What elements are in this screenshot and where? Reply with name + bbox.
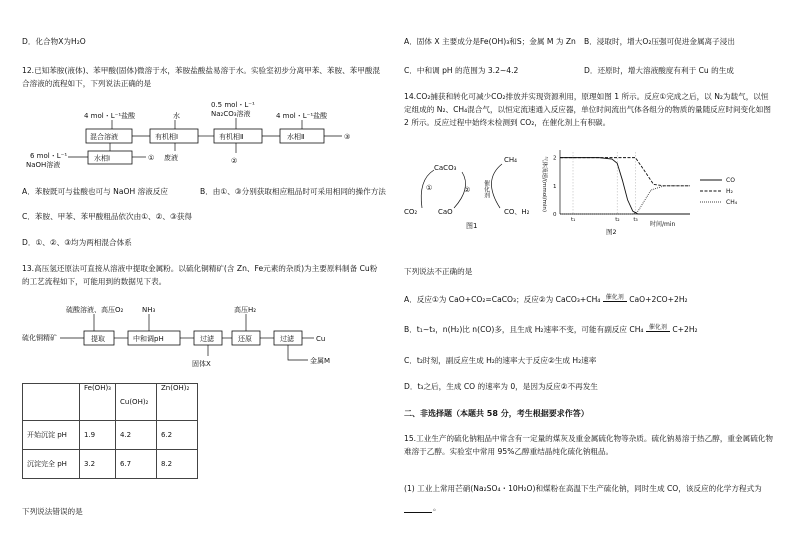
q12-reagent-1: 4 mol・L⁻¹盐酸 (84, 112, 136, 120)
q14-figure-1 (404, 150, 544, 230)
q13-top-1: 硫酸溶液、高压O₂ (66, 306, 124, 314)
q12-naoh-a: 6 mol・L⁻¹ (30, 152, 68, 160)
q14-option-d: D．t₃之后，生成 CO 的速率为 0，是因为反应②不再发生 (404, 382, 598, 391)
chart-legend-label: CO (726, 177, 735, 184)
svg-text:水相Ⅰ: 水相Ⅰ (94, 154, 111, 163)
table-cell: 沉淀完全 pH (23, 450, 80, 479)
chart-xlabel: 时间/min (650, 221, 676, 228)
q14-a-text: A．反应①为 CaO+CO₂=CaCO₃；反应②为 CaCO₃+CH₄ (404, 295, 601, 304)
q14-option-a (404, 294, 688, 305)
q13-option-a: A．固体 X 主要成分是Fe(OH)₃和S；金属 M 为 Zn (404, 37, 576, 46)
chart-x-tick: t₂ (615, 217, 620, 223)
fig1-caption: 图1 (466, 222, 478, 230)
q13-option-d: D．还原时，增大溶液酸度有利于 Cu 的生成 (584, 66, 734, 75)
q14-prompt: 下列说法不正确的是 (404, 267, 473, 276)
table-header-row (23, 384, 198, 421)
q14-b-catalyst-arrow: 催化剂 (646, 325, 670, 332)
table-cell: 8.2 (157, 450, 198, 479)
svg-text:中和调pH: 中和调pH (133, 335, 164, 343)
table-cell: 1.9 (80, 421, 116, 450)
q14-b-products: C+2H₂ (672, 325, 698, 334)
q14-a-products: CaO+2CO+2H₂ (629, 295, 688, 304)
q13-prompt: 下列说法错误的是 (22, 507, 83, 516)
table-cell: Fe(OH)₃ (80, 384, 116, 421)
q13-stem: 13.高压氢还原法可直接从溶液中提取金属粉。以硫化铜精矿(含 Zn、Fe元素的杂质)为主要原料制备 Cu粉的工艺流程如下，可能用到的数据见下表。 (22, 264, 378, 286)
chart-legend-label: H₂ (726, 188, 733, 195)
q14-a-catalyst-arrow: 催化剂 (603, 295, 627, 302)
q12-reagent-3a: 0.5 mol・L⁻¹ (211, 101, 255, 109)
table-cell: 4.2 (116, 421, 157, 450)
q12-reagent-2: 水 (173, 112, 180, 120)
chart-y-tick: 0 (553, 212, 557, 218)
fig1-products: CO、H₂ (504, 208, 530, 216)
q15-stem: 15.工业生产的硫化钠粗品中常含有一定量的煤灰及重金属硫化物等杂质。硫化钠易溶于热乙醇，重金属硫化物难溶于乙醇。实验室中常用 95%乙醇重结晶纯化硫化钠粗品。 (404, 434, 773, 456)
table-cell: Zn(OH)₂ (157, 384, 198, 421)
svg-text:水相Ⅱ: 水相Ⅱ (287, 133, 305, 141)
q12-option-d: D．①、②、③均为两相混合体系 (22, 238, 132, 247)
q13-end-cu: Cu (316, 335, 326, 343)
q13-metal-m: 金属M (310, 357, 331, 365)
svg-text:提取: 提取 (91, 335, 105, 343)
fig1-ch4: CH₄ (504, 156, 517, 164)
chart-series-line (560, 158, 690, 214)
q14-option-c: C．t₂时刻，副反应生成 H₂的速率大于反应②生成 H₂速率 (404, 356, 597, 365)
q12-outlet-3: ③ (344, 133, 351, 141)
q13-start: 硫化铜精矿 (22, 334, 57, 342)
fig1-n1: ① (426, 184, 433, 192)
q12-option-b: B．由①、③分别获取相应粗品时可采用相同的操作方法 (200, 187, 386, 196)
table-cell: 开始沉淀 pH (23, 421, 80, 450)
table-cell (23, 384, 80, 421)
q13-top-2: NH₃ (142, 306, 156, 314)
q12-reagent-3b: Na₂CO₃溶液 (211, 110, 251, 118)
svg-text:混合溶液: 混合溶液 (90, 133, 118, 141)
q14-option-b (404, 324, 698, 335)
q14-stem: 14.CO₂捕获和转化可减少CO₂排放并实现资源利用，原理如图 1 所示。反应①完成之后，以 N₂为载气，以恒定组成的 N₂、CH₄混合气，以恒定流速通入反应器，单位时间流出气体各组分的物质的量随反应时间变化如图 2 所示。反应过程中始终未检测到 CO₂，在催化剂上有积碳。 (404, 92, 771, 127)
q12-option-a: A．苯胺既可与盐酸也可与 NaOH 溶液反应 (22, 187, 168, 196)
q12-flowchart (22, 101, 382, 169)
q14-b-text: B．t₁~t₃，n(H₂)比 n(CO)多，且生成 H₂速率不变，可能有副反应 CH₄ (404, 325, 644, 334)
q12-naoh-b: NaOH溶液 (26, 161, 61, 169)
table-cell: 6.2 (157, 421, 198, 450)
q12-outlet-2: ② (231, 157, 238, 165)
section-2-heading: 二、非选择题（本题共 58 分，考生根据要求作答） (404, 409, 589, 418)
q13-top-3: 高压H₂ (234, 306, 257, 314)
q13-option-c: C．中和调 pH 的范围为 3.2~4.2 (404, 66, 519, 75)
q13-flowchart (22, 300, 382, 374)
q11-option-d: D．化合物X为H₂O (22, 37, 86, 46)
fig1-caco3: CaCO₃ (434, 164, 457, 172)
table-cell: 6.7 (116, 450, 157, 479)
svg-text:还原: 还原 (238, 335, 252, 343)
svg-text:有机相Ⅰ: 有机相Ⅰ (155, 133, 179, 141)
table-row (23, 421, 198, 450)
q15-part-1: (1) 工业上常用芒硝(Na₂SO₄・10H₂O)和煤粉在高温下生产硫化钠，同时生成 CO，该反应的化学方程式为 (404, 484, 762, 493)
chart-x-tick: t₁ (571, 217, 576, 223)
q12-outlet-1: ① (148, 154, 155, 162)
q12-waste: 废液 (164, 154, 178, 162)
chart-ylabel: 气体流速/(mmol/min) (541, 156, 547, 212)
q15-blank-period: 。 (433, 503, 441, 512)
q13-solid-x: 固体X (192, 360, 211, 368)
chart-y-tick: 2 (553, 155, 557, 162)
q12-reagent-4: 4 mol・L⁻¹盐酸 (276, 112, 328, 120)
svg-text:过滤: 过滤 (280, 335, 294, 343)
q14-figure-2-chart (540, 146, 780, 236)
chart-x-tick: t₃ (633, 217, 638, 223)
fig1-catalyst: 催化剂 (482, 180, 490, 198)
table-cell: 3.2 (80, 450, 116, 479)
fig1-cao: CaO (438, 208, 453, 216)
chart-legend-label: CH₄ (726, 199, 738, 206)
svg-text:过滤: 过滤 (200, 335, 214, 343)
svg-text:有机相Ⅱ: 有机相Ⅱ (219, 133, 244, 141)
table-row (23, 450, 198, 479)
fig1-n2: ② (464, 186, 471, 194)
table-cell: Cu(OH)₂ (116, 384, 157, 421)
hydroxide-ph-table (22, 383, 198, 479)
fig1-co2: CO₂ (404, 208, 418, 216)
chart-series-line (560, 158, 690, 186)
q13-option-b: B．浸取时，增大O₂压强可促进金属离子浸出 (584, 37, 735, 46)
q12-option-c: C．苯胺、甲苯、苯甲酸粗品依次由①、②、③获得 (22, 212, 193, 221)
q12-stem: 12.已知苯胺(液体)、苯甲酸(固体)微溶于水，苯胺盐酸盐易溶于水。实验室初步分离甲苯、苯胺、苯甲酸混合溶液的流程如下，下列说法正确的是 (22, 66, 381, 88)
chart-caption: 图2 (606, 228, 617, 236)
q15-answer-blank[interactable] (404, 503, 432, 513)
chart-y-tick: 1 (553, 183, 557, 190)
